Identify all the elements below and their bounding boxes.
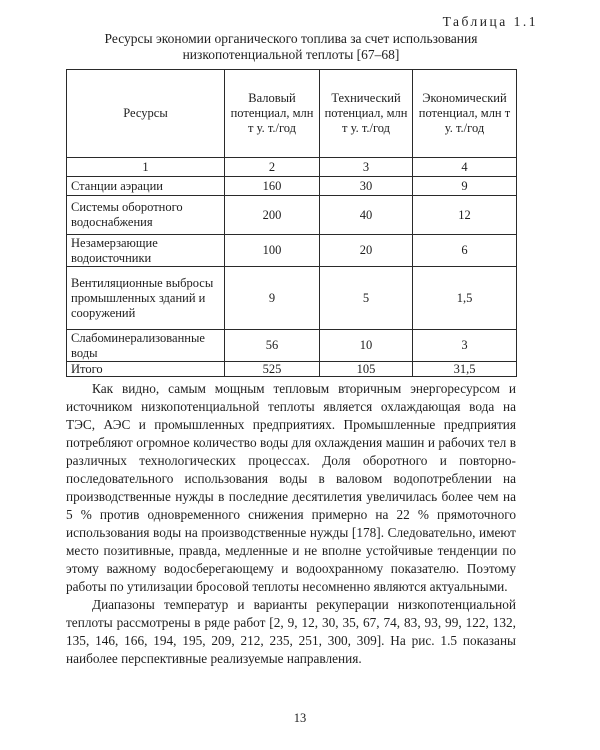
table-header-row <box>67 70 517 158</box>
table-title: Ресурсы экономии органического топлива за счет использования низкопотенциальной теплоты [67–68] <box>104 31 478 62</box>
table-row <box>67 330 517 362</box>
cell-resource: Станции аэрации <box>67 177 225 196</box>
header-gross-potential: Валовый потенциал, млн т у. т./год <box>225 70 320 158</box>
cell-economic: 9 <box>413 177 517 196</box>
column-number: 4 <box>413 158 517 177</box>
cell-resource: Слабоминерализованные воды <box>67 330 225 362</box>
table-row <box>67 235 517 267</box>
column-number: 2 <box>225 158 320 177</box>
cell-gross: 525 <box>225 362 320 377</box>
cell-gross: 9 <box>225 267 320 330</box>
paragraph: Диапазоны температур и варианты рекуперации низкопотенциальной теплоты рассмотрены в ряде работ [2, 9, 12, 30, 35, 67, 74, 83, 93, 99, 122, 132, 135, 146, 166, 194, 195, 209, 212, 235, 251, 300, 309]. На рис. 1.5 показаны наиболее перспективные реализуемые направления. <box>66 597 516 666</box>
header-resources: Ресурсы <box>67 70 225 158</box>
body-text <box>66 380 516 668</box>
cell-economic: 31,5 <box>413 362 517 377</box>
table-row <box>67 267 517 330</box>
table-label: Таблица 1.1 <box>442 14 538 29</box>
table-row <box>67 196 517 235</box>
cell-resource: Незамерзающие водоисточники <box>67 235 225 267</box>
cell-resource: Системы оборотного водоснабжения <box>67 196 225 235</box>
column-number: 3 <box>320 158 413 177</box>
cell-gross: 160 <box>225 177 320 196</box>
cell-economic: 3 <box>413 330 517 362</box>
column-number: 1 <box>67 158 225 177</box>
cell-technical: 40 <box>320 196 413 235</box>
cell-technical: 20 <box>320 235 413 267</box>
cell-technical: 5 <box>320 267 413 330</box>
cell-technical: 105 <box>320 362 413 377</box>
cell-gross: 100 <box>225 235 320 267</box>
cell-gross: 56 <box>225 330 320 362</box>
cell-economic: 12 <box>413 196 517 235</box>
paragraph: Как видно, самым мощным тепловым вторичным энергоресурсом и источником низкопотенциальной теплоты является охлаждающая вода на ТЭС, АЭС и промышленных предприятиях. Промышленные предприятия потребляют огромное количество воды для охлаждения машин и рабочих тел в различных технологических процессах. Доля оборотного и повторно-последовательного использования воды в валовом водопотреблении на производственные нужды в последние десятилетия увеличилась более чем на 5 % против одновременного снижения примерно на 22 % прямоточного использования воды на производственные нужды [178]. Следовательно, имеют место позитивные, правда, медленные и не вполне устойчивые тенденции по этому важному водосберегающему и водоохранному показателю. Поэтому работы по утилизации бросовой теплоты несомненно являются актуальными. <box>66 381 516 594</box>
cell-gross: 200 <box>225 196 320 235</box>
cell-technical: 30 <box>320 177 413 196</box>
page-number: 13 <box>293 711 307 725</box>
cell-resource: Вентиляционные выбросы промышленных зданий и сооружений <box>67 267 225 330</box>
table-row <box>67 177 517 196</box>
column-number-row <box>67 158 517 177</box>
header-economic-potential: Экономический потенциал, млн т у. т./год <box>413 70 517 158</box>
table-total-row <box>67 362 517 377</box>
cell-resource: Итого <box>67 362 225 377</box>
resources-table <box>66 69 517 377</box>
cell-economic: 6 <box>413 235 517 267</box>
cell-technical: 10 <box>320 330 413 362</box>
header-technical-potential: Технический потенциал, млн т у. т./год <box>320 70 413 158</box>
cell-economic: 1,5 <box>413 267 517 330</box>
